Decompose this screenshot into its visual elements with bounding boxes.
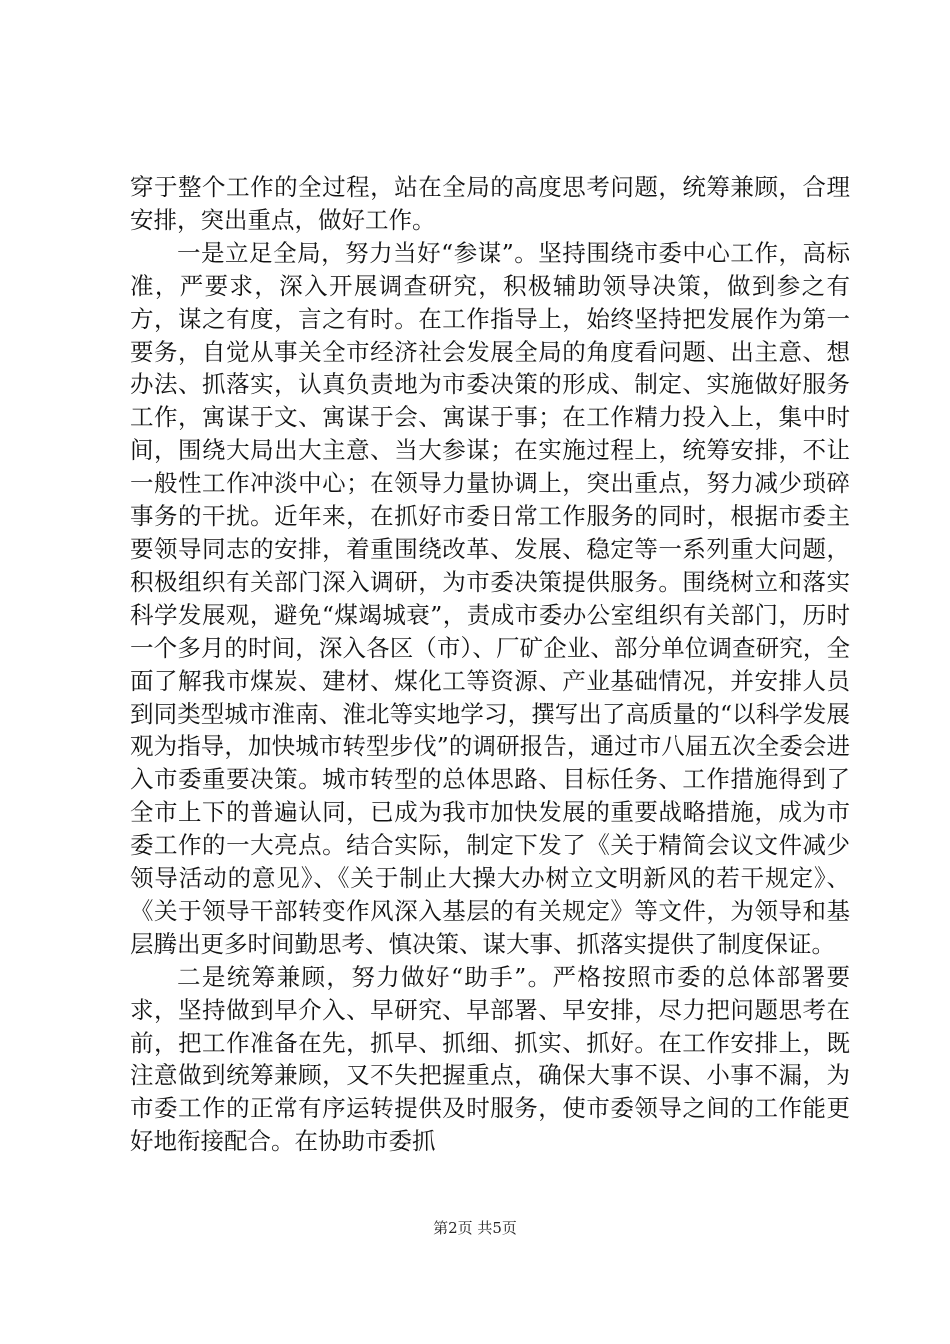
paragraph-one-staff-advisor: 一是立足全局，努力当好“参谋”。坚持围绕市委中心工作，高标准，严要求，深入开展调查研究，积极辅助领导决策，做到参之有方，谋之有度，言之有时。在工作指导上，始终坚持把发展作为第一要务，自觉从事关全市经济社会发展全局的角度看问题、出主意、想办法、抓落实，认真负责地为市委决策的形成、制定、实施做好服务工作，寓谋于文、寓谋于会、寓谋于事；在工作精力投入上，集中时间，围绕大局出大主意、当大参谋；在实施过程上，统筹安排，不让一般性工作冲淡中心；在领导力量协调上，突出重点，努力减少琐碎事务的干扰。近年来，在抓好市委日常工作服务的同时，根据市委主要领导同志的安排，着重围绕改革、发展、稳定等一系列重大问题，积极组织有关部门深入调研，为市委决策提供服务。围绕树立和落实科学发展观，避免“煤竭城衰”，责成市委办公室组织有关部门，历时一个多月的时间，深入各区（市）、厂矿企业、部分单位调查研究，全面了解我市煤炭、建材、煤化工等资源、产业基础情况，并安排人员到同类型城市淮南、淮北等实地学习，撰写出了高质量的“以科学发展观为指导，加快城市转型步伐”的调研报告，通过市八届五次全委会进入市委重要决策。城市转型的总体思路、目标任务、工作措施得到了全市上下的普遍认同，已成为我市加快发展的重要战略措施，成为市委工作的一大亮点。结合实际，制定下发了《关于精简会议文件减少领导活动的意见》、《关于制止大操大办树立文明新风的若干规定》、《关于领导干部转变作风深入基层的有关规定》等文件，为领导和基层腾出更多时间勤思考、慎决策、谋大事、抓落实提供了制度保证。 — [130, 238, 850, 958]
document-body — [130, 171, 850, 1158]
paragraph-continuation: 穿于整个工作的全过程，站在全局的高度思考问题，统筹兼顾，合理安排，突出重点，做好工作。 — [130, 173, 850, 234]
paragraph-two-assistant: 二是统筹兼顾，努力做好“助手”。严格按照市委的总体部署要求，坚持做到早介入、早研究、早部署、早安排，尽力把问题思考在前，把工作准备在先，抓早、抓细、抓实、抓好。在工作安排上，既注意做到统筹兼顾，又不失把握重点，确保大事不误、小事不漏，为市委工作的正常有序运转提供及时服务，使市委领导之间的工作能更好地衔接配合。在协助市委抓 — [130, 962, 850, 1156]
page-footer: 第2页 共5页 — [433, 1219, 517, 1237]
